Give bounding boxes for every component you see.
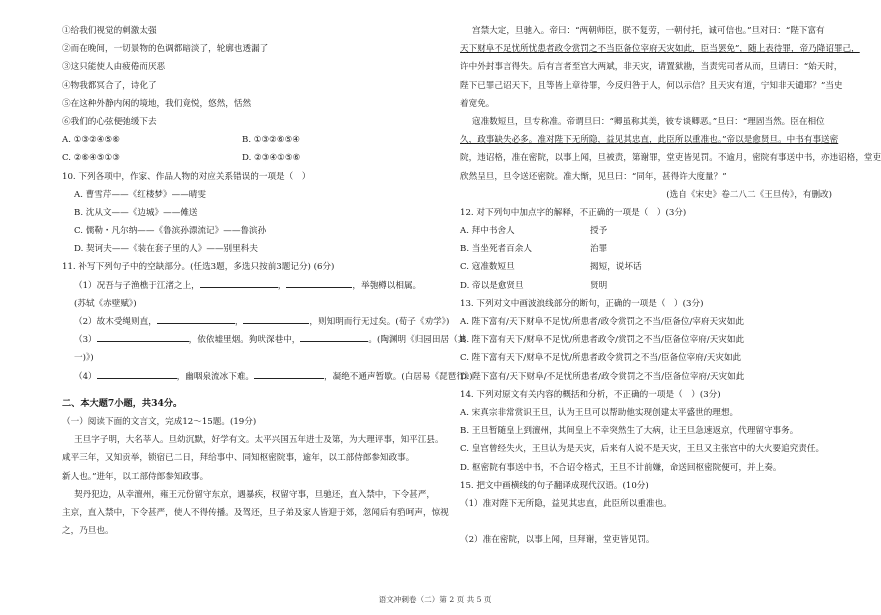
q12-option-d[interactable]: D. 帝以是愈贤旦 贤明 [460, 280, 608, 291]
q9-item-4: ④物我都冥合了，诗化了 [62, 80, 157, 91]
passage-line: 之，乃旦也。 [62, 526, 114, 537]
passage-source: (选自《宋史》卷二八二《王旦传》，有删改) [666, 189, 832, 200]
q11-blank-5[interactable] [97, 333, 189, 342]
q9-options-row-2 [62, 149, 434, 167]
left-column [62, 22, 473, 540]
q11-blank-1[interactable] [200, 279, 278, 288]
passage-line: 欣然呈旦，旦令送还密院。准大惭，见旦曰：“同年，甚得许大度量？” [460, 171, 727, 182]
passage-line: 寇准数短旦，旦专称准。帝谓旦曰：“卿虽称其美，彼专谈卿恶。”旦曰：“理固当然。臣在相位 [472, 116, 825, 127]
passage-line: 着宽免。 [460, 98, 495, 109]
q9-option-a[interactable]: A. ①③②④⑤⑥ [62, 135, 120, 146]
passage-line: 宫禁大定，旦驰入。帝曰：“两朝师臣，朕不复劳，一朝付托，诚可信也。”旦对曰：“陛下富有 [472, 26, 825, 36]
q11-sentence-4: （4） ，幽咽泉流冰下难。 ，凝绝不通声暂歇。(白居易《琵琶行》) [74, 371, 473, 382]
q15-stem: 15. 把文中画横线的句子翻译成现代汉语。(10分) [460, 480, 649, 491]
q9-item-6: ⑥我们的心弦便弛缓下去 [62, 116, 157, 127]
passage-line-underlined: 久，政事缺失必多。准对陛下无所隐，益见其忠直，此臣所以重准也。”帝以是愈贤旦。中书有事送密 [460, 135, 839, 146]
q11-blank-6[interactable] [300, 333, 368, 342]
q12-option-b[interactable]: B. 当坐死者百余人 治罪 [460, 244, 608, 255]
q11-blank-8[interactable] [254, 370, 324, 379]
passage-line: 契丹犯边，从幸澶州，雍王元份留守东京，遇暴疾，权留守事，旦驰还，直入禁中，下令甚严， [74, 489, 435, 500]
q10-option-b[interactable]: B. 沈从文——《边城》——傩送 [74, 207, 198, 218]
q11-sentence-3-cont: 一)》) [74, 353, 94, 364]
q14-stem: 14. 下列对原文有关内容的概括和分析，不正确的一项是（ ）(3分) [460, 389, 721, 400]
q11-blank-4[interactable] [243, 315, 309, 324]
q12-option-c[interactable]: C. 寇准数短旦 揭短，说坏话 [460, 262, 642, 273]
q11-sentence-3: （3） ，依依墟里烟。狗吠深巷中， 。(陶渊明《归园田居（其 [74, 335, 467, 346]
q9-option-c[interactable]: C. ②⑥④⑤①③ [62, 153, 120, 164]
q11-blank-7[interactable] [97, 370, 177, 379]
q11-sentence-2: （2）故木受绳则直， ， ，则知明而行无过矣。(荀子《劝学》) [74, 317, 450, 327]
q13-option-b[interactable]: B. 陛下富有天下/财阜不足忧/所患者政令/赏罚之不当/臣备位宰府/天灾如此 [460, 335, 745, 346]
q10-option-d[interactable]: D. 契诃夫——《装在套子里的人》——别里科夫 [74, 244, 258, 255]
q11-source-1: (苏轼《赤壁赋》) [74, 298, 137, 309]
passage-line: 陛下已罪己诏天下，且等皆上章待罪，今反归咎于人，何以示信？且天灾有道，宁知非天谴耶？”当史 [460, 80, 843, 91]
page-footer: 语文冲刺卷（二）第 2 页 共 5 页 [378, 595, 492, 604]
passage-line: 许中外封事言得失。后有言者至宫大两斌，非天灾，请置狱勘，当责宪司者从而，旦请曰：“始天时， [460, 62, 843, 73]
passage-line: 新人也。”进年，以工部侍郎参知政事。 [62, 471, 209, 482]
q9-item-5: ⑤在这种外静内闲的境地，我们竟悦，悠然，恬然 [62, 98, 252, 109]
q11-blank-2[interactable] [286, 279, 352, 288]
q9-item-3: ③这只能使人由疲倦而厌恶 [62, 62, 166, 73]
q13-option-a[interactable]: A. 陛下富有/天下财阜不足忧/所患者/政令赏罚之不当/臣备位/宰府天灾如此 [460, 317, 744, 327]
q9-item-2: ②而在晚间，一切景物的色调都暗淡了，轮廓也透漏了 [62, 44, 269, 55]
q10-stem: 10. 下列各项中，作家、作品人物的对应关系错误的一项是（ ） [62, 171, 311, 182]
q9-item-1: ①给我们视觉的刺激太强 [62, 26, 157, 36]
q9-option-d[interactable]: D. ②③④①⑤⑥ [242, 153, 301, 164]
q14-option-b[interactable]: B. 王旦暂随皇上到澶州，其间皇上不幸突然生了大病，让王旦急速返京，代理留守事务。 [460, 426, 799, 437]
passage-line: 主京，直入禁中，下令甚严，使人不得传播。及驾还，旦子弟及家人皆迎于郊，忽闻后有驺呵声，惊视 [62, 507, 449, 518]
right-column [460, 22, 881, 549]
q9-options-row-1 [62, 131, 434, 149]
q11-sentence-1: （1）况吾与子渔樵于江渚之上， ， ，举匏樽以相属。 [74, 280, 422, 291]
section-2-subheading: （一）阅读下面的文言文，完成12～15题。(19分) [62, 416, 257, 427]
q13-stem: 13. 下列对文中画波浪线部分的断句，正确的一项是（ ）(3分) [460, 298, 704, 309]
q13-option-d[interactable]: D. 陛下富有/天下财阜/不足忧所患者/政令赏罚之不当/臣备位宰府/天灾如此 [460, 371, 745, 382]
q10-option-c[interactable]: C. 儒勒・凡尔纳——《鲁滨孙漂流记》——鲁滨孙 [74, 226, 267, 237]
q10-option-a[interactable]: A. 曹雪芹——《红楼梦》——晴雯 [74, 189, 206, 200]
q15-sentence-2: （2）准在密院，以事上闻，旦拜谢，堂吏皆见罚。 [460, 535, 655, 546]
section-2-heading: 二、本大题7小题，共34分。 [62, 397, 183, 409]
passage-line: 咸平三年，又知贡举，锁宿已二日，拜给事中、同知枢密院事，逾年，以工部侍郎参知政事。 [62, 453, 415, 464]
q12-stem: 12. 对下列句中加点字的解释，不正确的一项是（ ）(3分) [460, 207, 687, 218]
passage-line: 王旦字子明，大名莘人。旦幼沉默，好学有文。太平兴国五年进士及第，为大理评事，知平江县。 [74, 435, 444, 446]
q13-option-c[interactable]: C. 陛下富有天下/财阜不足忧/所患者政令赏罚之不当/臣备位宰府/天灾如此 [460, 353, 742, 364]
q12-option-a[interactable]: A. 拜中书舍人 授予 [460, 226, 608, 237]
q14-option-c[interactable]: C. 皇宫曾经失火，王旦认为是天灾，后来有人说不是天灾，王旦又主张宫中的大火要追究责任。 [460, 444, 825, 455]
q9-option-b[interactable]: B. ①③②⑥⑤④ [242, 135, 301, 146]
q11-blank-3[interactable] [157, 315, 235, 324]
q14-option-a[interactable]: A. 宋真宗非常赏识王旦，认为王旦可以帮助他实现创建太平盛世的理想。 [460, 407, 739, 418]
passage-line: 院，违诏格，准在密院，以事上闻，旦被责，第谢罪，堂吏皆见罚。不逾月，密院有事送中书，亦违诏格，堂吏 [460, 153, 881, 164]
passage-line-wavy: 天下财阜不足忧所忧患者政令赏罚之不当臣备位宰府天灾如此，臣当罢免”，随上表待罪，帝乃降诏罪己， [460, 44, 860, 55]
q15-sentence-1: （1）准对陛下无所隐，益见其忠直，此臣所以重准也。 [460, 498, 672, 509]
q14-option-d[interactable]: D. 枢密院有事送中书，不合诏令格式，王旦不计前嫌，命送回枢密院便可，并上奏。 [460, 462, 782, 473]
q11-stem: 11. 补写下列句子中的空缺部分。(任选3题，多选只按前3题记分) (6分) [62, 262, 335, 273]
